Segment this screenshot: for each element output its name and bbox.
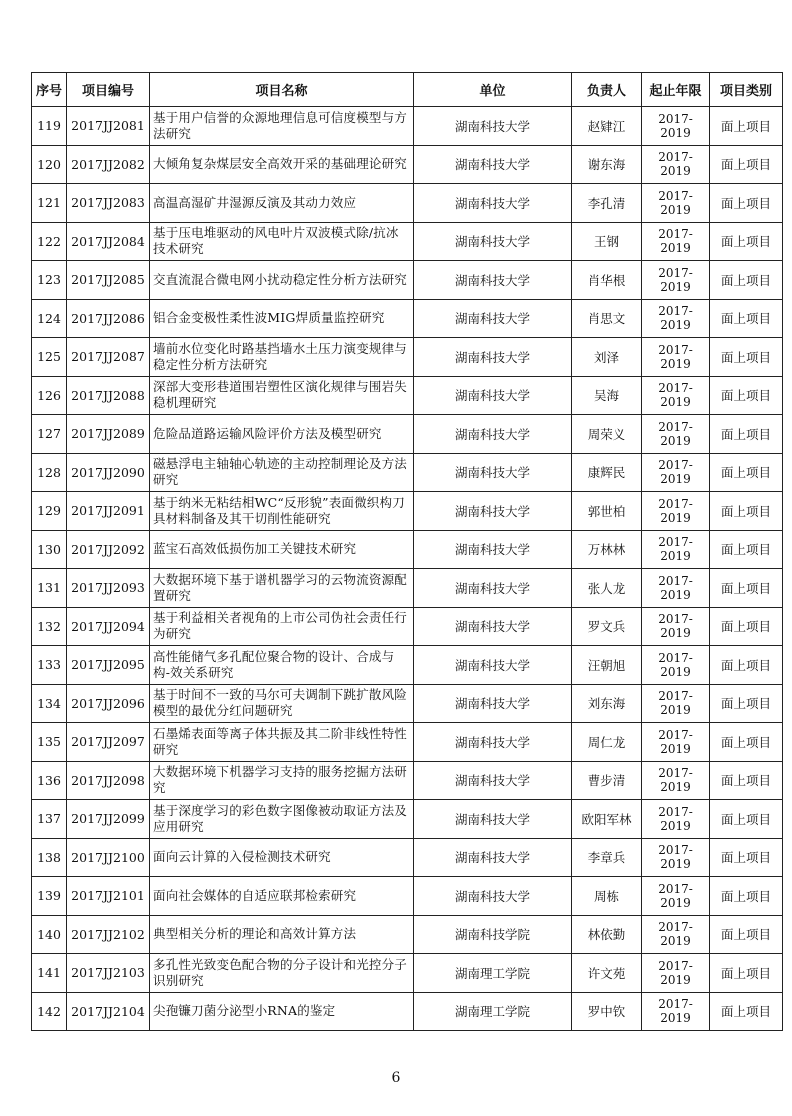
row-years: 2017- 2019 xyxy=(642,261,710,300)
row-type: 面上项目 xyxy=(710,492,783,531)
row-type: 面上项目 xyxy=(710,646,783,685)
table-row xyxy=(32,800,783,839)
row-lead: 周荣义 xyxy=(572,415,642,454)
row-lead: 万林林 xyxy=(572,530,642,569)
row-name: 基于纳米无粘结相WC“反形貌”表面微织构刀具材料制备及其干切削性能研究 xyxy=(150,492,414,531)
row-seq: 124 xyxy=(32,299,67,338)
row-years: 2017- 2019 xyxy=(642,415,710,454)
row-type: 面上项目 xyxy=(710,684,783,723)
table-row xyxy=(32,107,783,146)
row-lead: 肖思文 xyxy=(572,299,642,338)
row-unit: 湖南科技大学 xyxy=(414,800,572,839)
row-type: 面上项目 xyxy=(710,838,783,877)
table-row xyxy=(32,338,783,377)
table-row xyxy=(32,530,783,569)
row-code: 2017JJ2104 xyxy=(67,992,150,1031)
row-lead: 刘东海 xyxy=(572,684,642,723)
row-name: 基于用户信誉的众源地理信息可信度模型与方法研究 xyxy=(150,107,414,146)
row-seq: 142 xyxy=(32,992,67,1031)
row-years: 2017- 2019 xyxy=(642,569,710,608)
row-unit: 湖南科技大学 xyxy=(414,607,572,646)
row-unit: 湖南科技大学 xyxy=(414,261,572,300)
row-seq: 140 xyxy=(32,915,67,954)
row-lead: 王钢 xyxy=(572,222,642,261)
row-type: 面上项目 xyxy=(710,800,783,839)
table-row xyxy=(32,992,783,1031)
row-seq: 136 xyxy=(32,761,67,800)
table-row xyxy=(32,723,783,762)
row-lead: 谢东海 xyxy=(572,145,642,184)
row-code: 2017JJ2093 xyxy=(67,569,150,608)
row-type: 面上项目 xyxy=(710,992,783,1031)
row-type: 面上项目 xyxy=(710,107,783,146)
row-lead: 罗文兵 xyxy=(572,607,642,646)
row-code: 2017JJ2085 xyxy=(67,261,150,300)
row-lead: 许文苑 xyxy=(572,954,642,993)
row-years: 2017- 2019 xyxy=(642,107,710,146)
table-row xyxy=(32,607,783,646)
row-type: 面上项目 xyxy=(710,915,783,954)
row-unit: 湖南科技大学 xyxy=(414,299,572,338)
row-lead: 李孔清 xyxy=(572,184,642,223)
row-code: 2017JJ2096 xyxy=(67,684,150,723)
row-lead: 吴海 xyxy=(572,376,642,415)
row-unit: 湖南科技学院 xyxy=(414,915,572,954)
row-years: 2017- 2019 xyxy=(642,492,710,531)
row-type: 面上项目 xyxy=(710,954,783,993)
row-type: 面上项目 xyxy=(710,145,783,184)
row-years: 2017- 2019 xyxy=(642,723,710,762)
row-years: 2017- 2019 xyxy=(642,877,710,916)
row-unit: 湖南理工学院 xyxy=(414,954,572,993)
row-years: 2017- 2019 xyxy=(642,338,710,377)
row-unit: 湖南科技大学 xyxy=(414,415,572,454)
row-code: 2017JJ2090 xyxy=(67,453,150,492)
row-type: 面上项目 xyxy=(710,184,783,223)
row-code: 2017JJ2089 xyxy=(67,415,150,454)
row-name: 基于利益相关者视角的上市公司伪社会责任行为研究 xyxy=(150,607,414,646)
row-type: 面上项目 xyxy=(710,299,783,338)
row-code: 2017JJ2086 xyxy=(67,299,150,338)
row-name: 基于时间不一致的马尔可夫调制下跳扩散风险模型的最优分红问题研究 xyxy=(150,684,414,723)
row-seq: 121 xyxy=(32,184,67,223)
row-name: 石墨烯表面等离子体共振及其二阶非线性特性研究 xyxy=(150,723,414,762)
row-unit: 湖南科技大学 xyxy=(414,761,572,800)
row-lead: 周栋 xyxy=(572,877,642,916)
row-seq: 128 xyxy=(32,453,67,492)
row-type: 面上项目 xyxy=(710,607,783,646)
row-name: 交直流混合微电网小扰动稳定性分析方法研究 xyxy=(150,261,414,300)
row-code: 2017JJ2083 xyxy=(67,184,150,223)
row-code: 2017JJ2099 xyxy=(67,800,150,839)
row-years: 2017- 2019 xyxy=(642,376,710,415)
row-years: 2017- 2019 xyxy=(642,800,710,839)
row-name: 多孔性光致变色配合物的分子设计和光控分子识别研究 xyxy=(150,954,414,993)
table-row xyxy=(32,838,783,877)
row-unit: 湖南科技大学 xyxy=(414,684,572,723)
row-code: 2017JJ2087 xyxy=(67,338,150,377)
row-years: 2017- 2019 xyxy=(642,684,710,723)
row-years: 2017- 2019 xyxy=(642,915,710,954)
row-unit: 湖南科技大学 xyxy=(414,222,572,261)
row-name: 大数据环境下基于谱机器学习的云物流资源配置研究 xyxy=(150,569,414,608)
header-type: 项目类别 xyxy=(710,73,783,107)
row-code: 2017JJ2095 xyxy=(67,646,150,685)
row-seq: 139 xyxy=(32,877,67,916)
row-years: 2017- 2019 xyxy=(642,145,710,184)
row-seq: 120 xyxy=(32,145,67,184)
row-unit: 湖南科技大学 xyxy=(414,569,572,608)
row-lead: 康辉民 xyxy=(572,453,642,492)
row-years: 2017- 2019 xyxy=(642,299,710,338)
row-seq: 130 xyxy=(32,530,67,569)
row-code: 2017JJ2103 xyxy=(67,954,150,993)
row-unit: 湖南科技大学 xyxy=(414,338,572,377)
row-seq: 119 xyxy=(32,107,67,146)
table-row xyxy=(32,415,783,454)
row-name: 面向云计算的入侵检测技术研究 xyxy=(150,838,414,877)
table-row xyxy=(32,954,783,993)
row-unit: 湖南科技大学 xyxy=(414,646,572,685)
row-seq: 138 xyxy=(32,838,67,877)
row-code: 2017JJ2098 xyxy=(67,761,150,800)
row-unit: 湖南科技大学 xyxy=(414,492,572,531)
table-row xyxy=(32,492,783,531)
row-seq: 135 xyxy=(32,723,67,762)
row-code: 2017JJ2097 xyxy=(67,723,150,762)
row-lead: 赵肄江 xyxy=(572,107,642,146)
table-row xyxy=(32,222,783,261)
table-row xyxy=(32,145,783,184)
row-code: 2017JJ2094 xyxy=(67,607,150,646)
row-years: 2017- 2019 xyxy=(642,992,710,1031)
table-row xyxy=(32,684,783,723)
page-number: 6 xyxy=(391,1070,401,1086)
table-row xyxy=(32,299,783,338)
table-row xyxy=(32,376,783,415)
row-name: 深部大变形巷道围岩塑性区演化规律与围岩失稳机理研究 xyxy=(150,376,414,415)
header-seq: 序号 xyxy=(32,73,67,107)
table-row xyxy=(32,877,783,916)
header-code: 项目编号 xyxy=(67,73,150,107)
row-seq: 126 xyxy=(32,376,67,415)
header-unit: 单位 xyxy=(414,73,572,107)
row-type: 面上项目 xyxy=(710,415,783,454)
table-row xyxy=(32,184,783,223)
row-name: 墙前水位变化时路基挡墙水土压力演变规律与稳定性分析方法研究 xyxy=(150,338,414,377)
row-seq: 125 xyxy=(32,338,67,377)
row-unit: 湖南科技大学 xyxy=(414,376,572,415)
row-seq: 123 xyxy=(32,261,67,300)
row-code: 2017JJ2100 xyxy=(67,838,150,877)
row-lead: 罗中钦 xyxy=(572,992,642,1031)
row-lead: 曹步清 xyxy=(572,761,642,800)
row-unit: 湖南科技大学 xyxy=(414,184,572,223)
table-row xyxy=(32,915,783,954)
row-type: 面上项目 xyxy=(710,261,783,300)
row-lead: 郭世柏 xyxy=(572,492,642,531)
row-unit: 湖南科技大学 xyxy=(414,530,572,569)
row-name: 危险品道路运输风险评价方法及模型研究 xyxy=(150,415,414,454)
row-code: 2017JJ2084 xyxy=(67,222,150,261)
header-years: 起止年限 xyxy=(642,73,710,107)
row-type: 面上项目 xyxy=(710,222,783,261)
row-code: 2017JJ2082 xyxy=(67,145,150,184)
row-code: 2017JJ2081 xyxy=(67,107,150,146)
header-lead: 负责人 xyxy=(572,73,642,107)
row-type: 面上项目 xyxy=(710,453,783,492)
row-code: 2017JJ2101 xyxy=(67,877,150,916)
row-type: 面上项目 xyxy=(710,376,783,415)
row-years: 2017- 2019 xyxy=(642,453,710,492)
row-type: 面上项目 xyxy=(710,530,783,569)
row-unit: 湖南科技大学 xyxy=(414,838,572,877)
row-unit: 湖南科技大学 xyxy=(414,877,572,916)
row-seq: 133 xyxy=(32,646,67,685)
row-name: 大倾角复杂煤层安全高效开采的基础理论研究 xyxy=(150,145,414,184)
table-row xyxy=(32,569,783,608)
row-lead: 林依勤 xyxy=(572,915,642,954)
row-seq: 127 xyxy=(32,415,67,454)
table-row xyxy=(32,261,783,300)
row-type: 面上项目 xyxy=(710,338,783,377)
row-seq: 134 xyxy=(32,684,67,723)
row-type: 面上项目 xyxy=(710,877,783,916)
row-unit: 湖南科技大学 xyxy=(414,145,572,184)
row-lead: 刘泽 xyxy=(572,338,642,377)
row-unit: 湖南科技大学 xyxy=(414,107,572,146)
row-lead: 肖华根 xyxy=(572,261,642,300)
table-row xyxy=(32,646,783,685)
row-type: 面上项目 xyxy=(710,761,783,800)
row-years: 2017- 2019 xyxy=(642,954,710,993)
row-name: 蓝宝石高效低损伤加工关键技术研究 xyxy=(150,530,414,569)
row-lead: 李章兵 xyxy=(572,838,642,877)
header-name: 项目名称 xyxy=(150,73,414,107)
table-row xyxy=(32,761,783,800)
row-name: 高性能储气多孔配位聚合物的设计、合成与构-效关系研究 xyxy=(150,646,414,685)
row-years: 2017- 2019 xyxy=(642,530,710,569)
row-name: 高温高湿矿井湿源反演及其动力效应 xyxy=(150,184,414,223)
projects-table xyxy=(31,72,783,1031)
row-seq: 129 xyxy=(32,492,67,531)
row-years: 2017- 2019 xyxy=(642,646,710,685)
row-name: 尖孢镰刀菌分泌型小RNA的鉴定 xyxy=(150,992,414,1031)
row-years: 2017- 2019 xyxy=(642,838,710,877)
row-seq: 141 xyxy=(32,954,67,993)
row-seq: 132 xyxy=(32,607,67,646)
row-name: 面向社会媒体的自适应联邦检索研究 xyxy=(150,877,414,916)
row-lead: 张人龙 xyxy=(572,569,642,608)
row-name: 基于压电堆驱动的风电叶片双波模式除/抗冰技术研究 xyxy=(150,222,414,261)
row-code: 2017JJ2092 xyxy=(67,530,150,569)
row-name: 基于深度学习的彩色数字图像被动取证方法及应用研究 xyxy=(150,800,414,839)
row-type: 面上项目 xyxy=(710,723,783,762)
row-name: 磁悬浮电主轴轴心轨迹的主动控制理论及方法研究 xyxy=(150,453,414,492)
row-lead: 汪朝旭 xyxy=(572,646,642,685)
row-seq: 137 xyxy=(32,800,67,839)
table-row xyxy=(32,453,783,492)
row-name: 典型相关分析的理论和高效计算方法 xyxy=(150,915,414,954)
row-code: 2017JJ2091 xyxy=(67,492,150,531)
row-years: 2017- 2019 xyxy=(642,222,710,261)
row-unit: 湖南科技大学 xyxy=(414,723,572,762)
table-header-row xyxy=(32,73,783,107)
row-seq: 131 xyxy=(32,569,67,608)
row-unit: 湖南科技大学 xyxy=(414,453,572,492)
table-body xyxy=(32,107,783,1031)
row-lead: 欧阳军林 xyxy=(572,800,642,839)
row-name: 大数据环境下机器学习支持的服务挖掘方法研究 xyxy=(150,761,414,800)
row-name: 铝合金变极性柔性波MIG焊质量监控研究 xyxy=(150,299,414,338)
row-years: 2017- 2019 xyxy=(642,607,710,646)
row-seq: 122 xyxy=(32,222,67,261)
row-code: 2017JJ2088 xyxy=(67,376,150,415)
row-code: 2017JJ2102 xyxy=(67,915,150,954)
row-years: 2017- 2019 xyxy=(642,761,710,800)
row-years: 2017- 2019 xyxy=(642,184,710,223)
row-lead: 周仁龙 xyxy=(572,723,642,762)
row-type: 面上项目 xyxy=(710,569,783,608)
row-unit: 湖南理工学院 xyxy=(414,992,572,1031)
